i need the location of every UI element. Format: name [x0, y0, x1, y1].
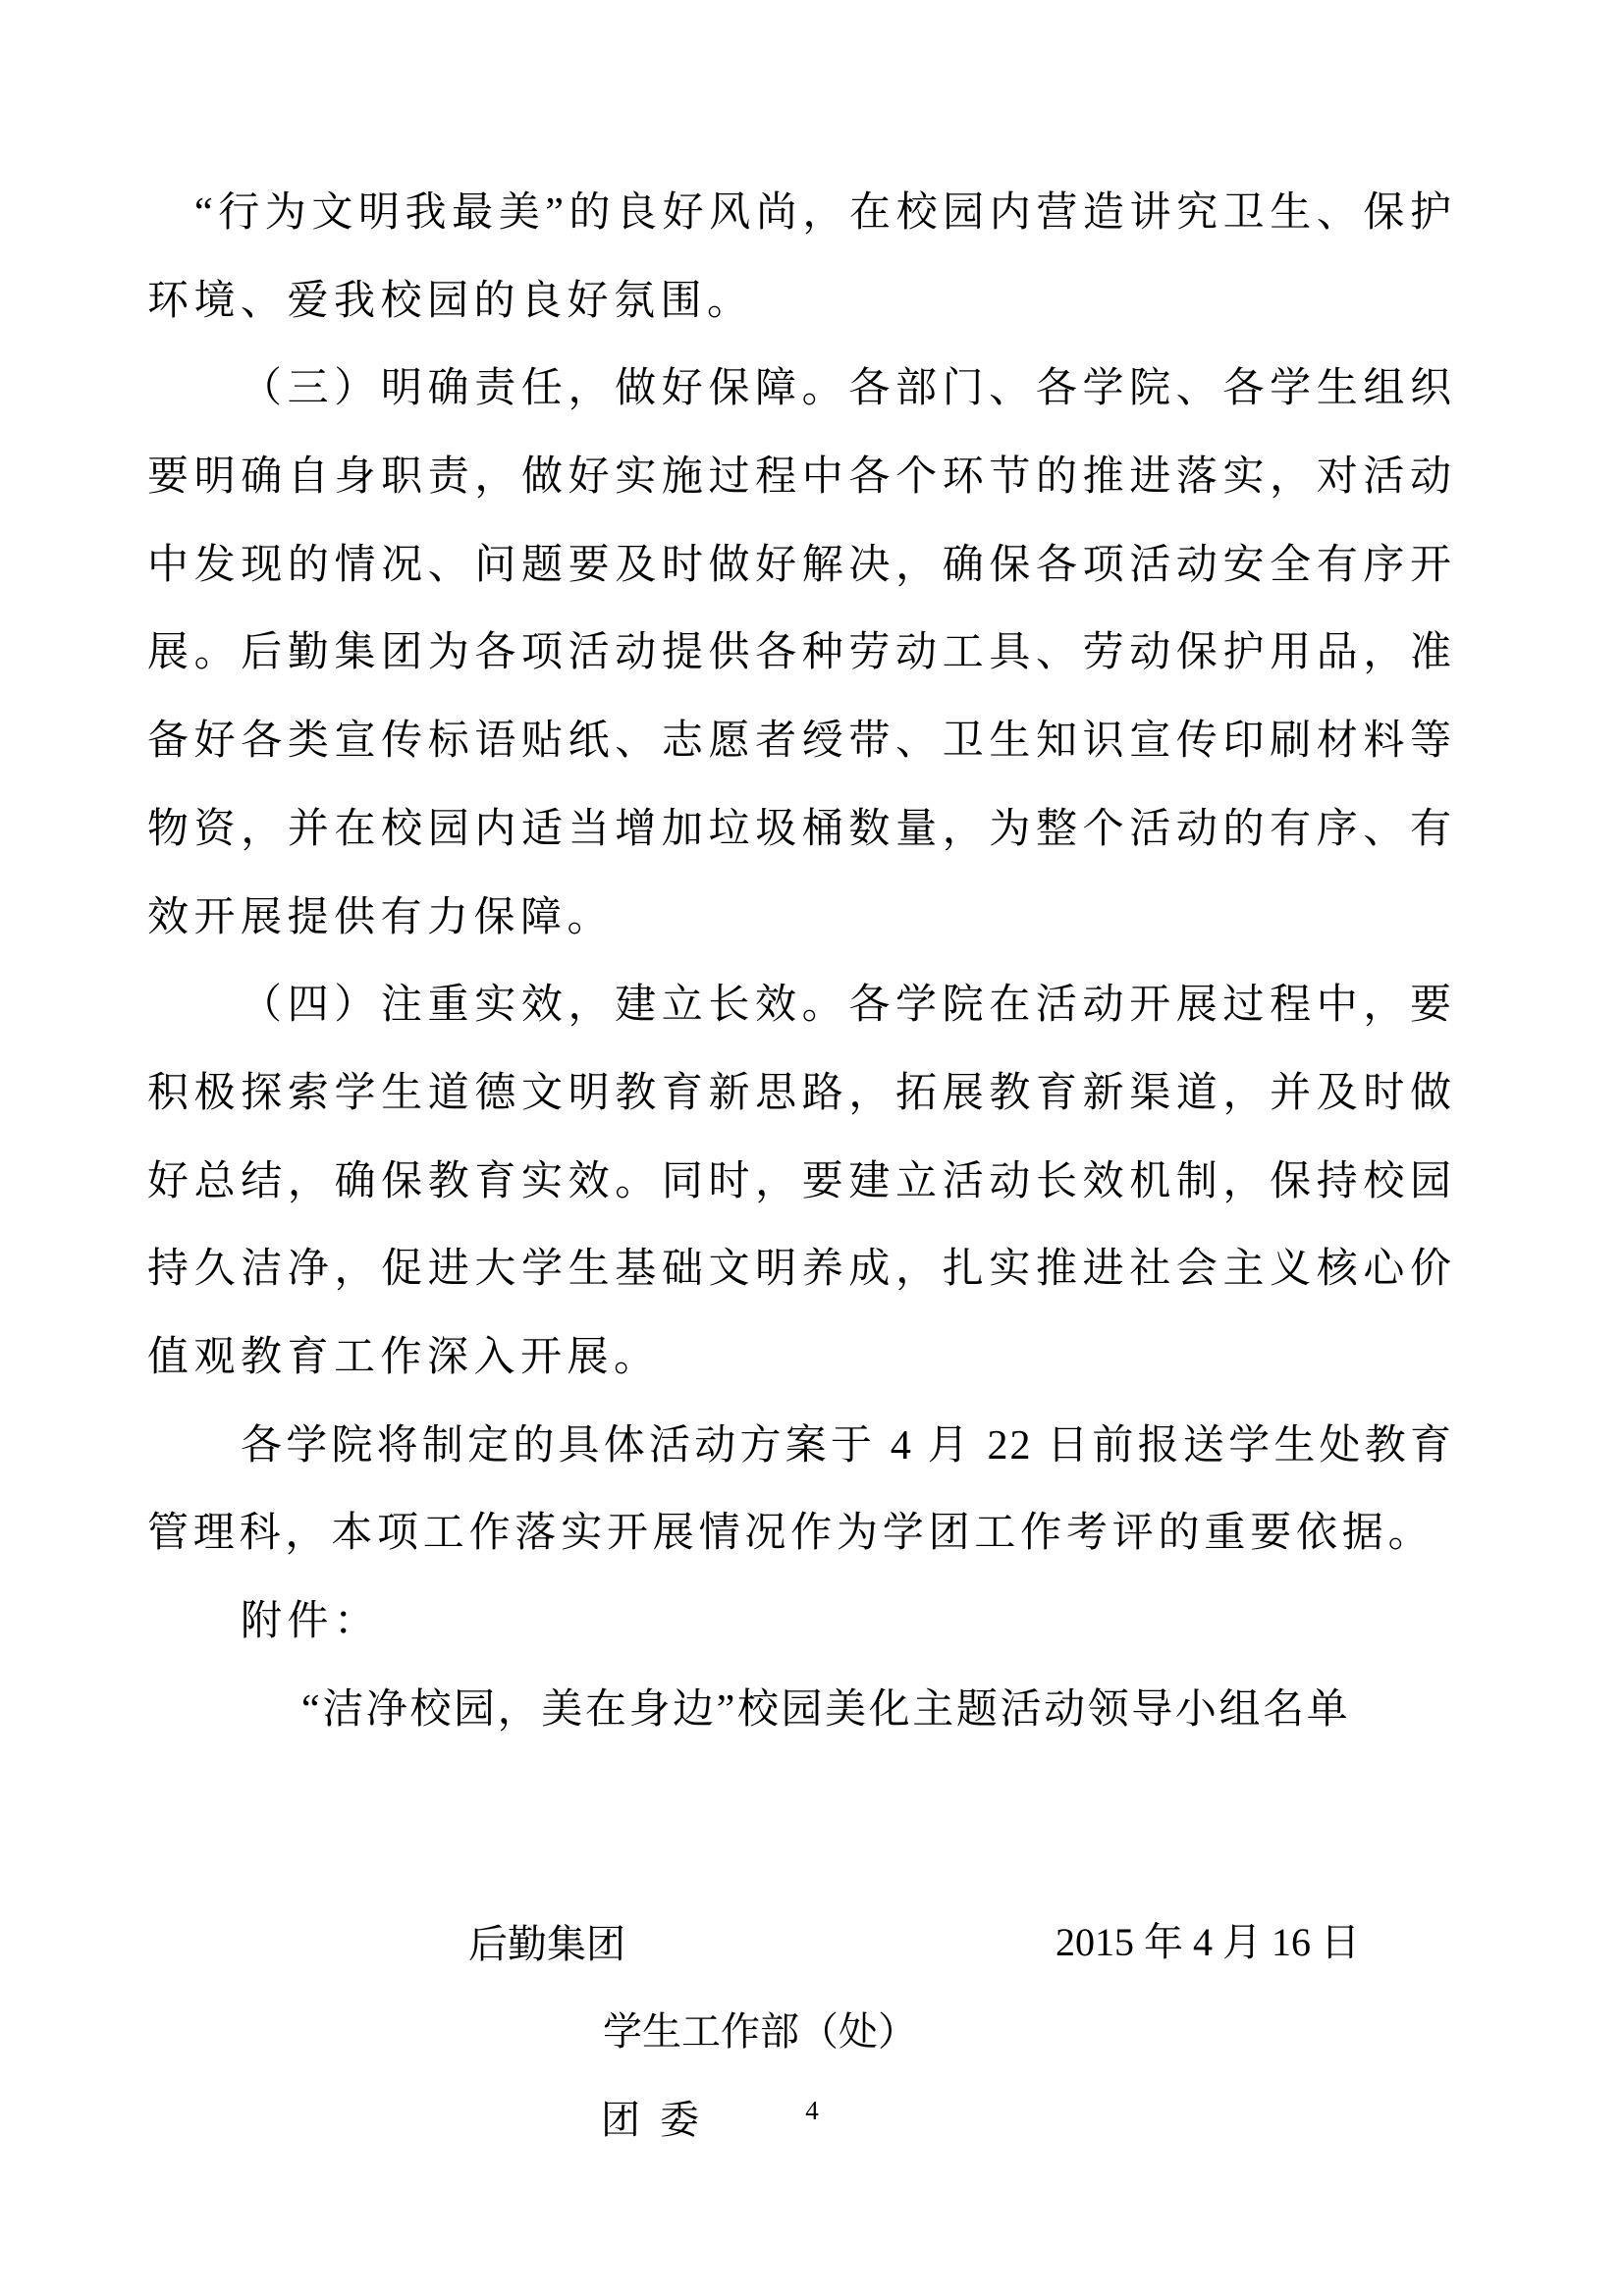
- body-line: 备好各类宣传标语贴纸、志愿者绶带、卫生知识宣传印刷材料等: [147, 719, 1453, 765]
- body-line: 中发现的情况、问题要及时做好解决，确保各项活动安全有序开: [147, 542, 1453, 588]
- body-line: 好总结，确保教育实效。同时，要建立活动长效机制，保持校园: [147, 1158, 1453, 1204]
- document-body: [147, 170, 1453, 1754]
- body-line: 展。后勤集团为各项活动提供各种劳动工具、劳动保护用品，准: [147, 630, 1453, 676]
- body-line: 效开展提供有力保障。: [147, 894, 615, 940]
- signature-date: 2015 年 4 月 16 日: [1056, 1920, 1360, 1964]
- body-line: 管理科，本项工作落实开展情况作为学团工作考评的重要依据。: [147, 1511, 1435, 1557]
- body-line: “行为文明我最美”的良好风尚，在校园内营造讲究卫生、保护: [194, 190, 1453, 236]
- body-line: 要明确自身职责，做好实施过程中各个环节的推进落实，对活动: [147, 454, 1453, 501]
- body-line: 环境、爱我校园的良好氛围。: [147, 278, 754, 324]
- body-line: 值观教育工作深入开展。: [147, 1334, 661, 1380]
- signature-org-student-affairs-dept: 学生工作部（处）: [603, 2009, 917, 2055]
- body-line: 积极探索学生道德文明教育新思路，拓展教育新渠道，并及时做: [147, 1070, 1453, 1116]
- body-line: （四）注重实效，建立长效。各学院在活动开展过程中，要: [241, 983, 1453, 1029]
- page-number: 4: [805, 2096, 819, 2125]
- body-line: （三）明确责任，做好保障。各部门、各学院、各学生组织: [241, 366, 1453, 412]
- body-line: 物资，并在校园内适当增加垃圾桶数量，为整个活动的有序、有: [147, 806, 1453, 852]
- body-line: 持久洁净，促进大学生基础文明养成，扎实推进社会主义核心价: [147, 1247, 1453, 1293]
- attachment-title: “洁净校园，美在身边”校园美化主题活动领导小组名单: [301, 1686, 1351, 1733]
- attachment-label: 附件：: [241, 1599, 381, 1644]
- signature-org-youth-league-committee: 团 委: [601, 2098, 699, 2143]
- signature-org-logistics-group: 后勤集团: [468, 1921, 625, 1966]
- body-line: 各学院将制定的具体活动方案于 4 月 22 日前报送学生处教育: [241, 1422, 1453, 1468]
